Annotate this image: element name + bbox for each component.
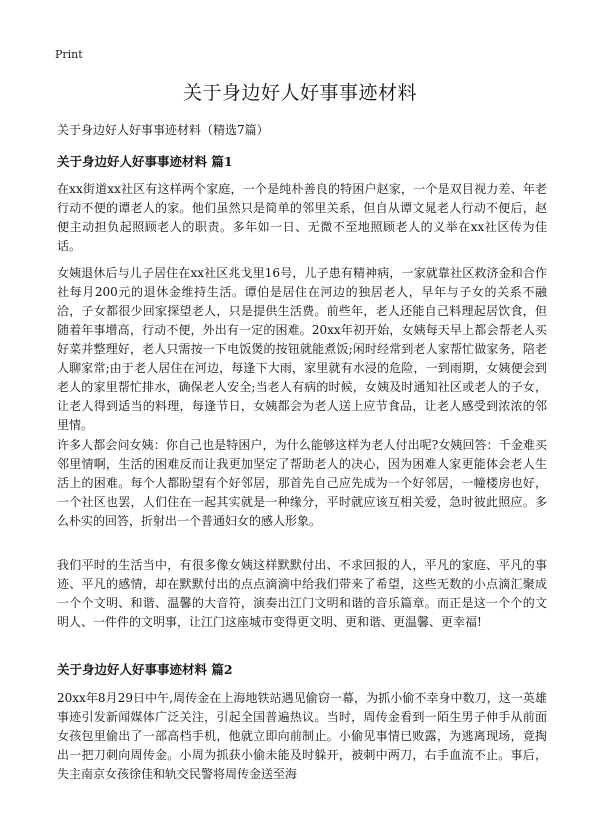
section-1-paragraph-1: 在xx街道xx社区有这样两个家庭，一个是纯朴善良的特困户赵家，一个是双目视力差、年老行动不便的谭老人的家。他们虽然只是简单的邻里关系，但自从谭文晁老人行动不便后，赵便主动担负起照顾老人的职责。多年如一日、无微不至地照顾老人的义举在xx社区传为佳话。 — [57, 182, 547, 253]
section-heading-1: 关于身边好人好事事迹材料 篇1 — [57, 154, 233, 169]
section-1-paragraph-2: 女姨退休后与儿子居住在xx社区兆戈里16号，儿子患有精神病，一家就靠社区救济金和合作社每月200元的退休金维持生活。谭伯是居住在河边的独居老人，早年与子女的关系不融洽，子女都很少回家探望老人，只是提供生活费。前些年，老人还能自己料理起居饮食，但随着年事增高，行动不便，外出有一定的困难。20xx年初开始，女姨每天早上都会帮老人买好菜并整理好，老人只需按一下电饭煲的按钮就能煮饭;闲时经常到老人家帮忙做家务，陪老人聊家常;由于老人居住在河边，每逢下大雨，家里就有水浸的危险，一到雨期，女姨便会到老人的家里帮忙排水，确保老人安全;当老人有病的时候，女姨及时通知社区或老人的子女，让老人得到适当的料理，每逢节日，女姨都会为老人送上应节食品，让老人感受到浓浓的邻里情。 — [57, 266, 547, 432]
section-1-paragraph-4: 我们平时的生活当中，有很多像女姨这样默默付出、不求回报的人，平凡的家庭、平凡的事迹、平凡的感情，却在默默付出的点点滴滴中给我们带来了希望，这些无数的小点滴汇聚成一个个文明、和谐、温馨的大音符，演奏出江门文明和谐的音乐篇章。而正是这一个个的文明人、一件件的文明事，让江门这座城市变得更文明、更和谐、更温馨、更幸福! — [57, 558, 547, 629]
section-2-paragraph-1: 20xx年8月29日中午,周传金在上海地铁站遇见偷窃一幕，为抓小偷不幸身中数刀，这一英雄事迹引发新闻媒体广泛关注，引起全国普遍热议。当时，周传金看到一陌生男子伸手从前面女孩包里偷出了一部高档手机，他就立即向前制止。小偷见事情已败露，为逃离现场，竟掏出一把刀刺向周传金。小周为抓获小偷未能及时躲开，被刺中两刀，右手血流不止。事后，失主南京女孩徐佳和轨交民警将周传金送至海 — [57, 691, 547, 781]
section-1-paragraph-3: 许多人都会问女姨：你自己也是特困户，为什么能够这样为老人付出呢?女姨回答：千金难买邻里情啊，生活的困难反而让我更加坚定了帮助老人的决心，因为困难人家更能体会老人生活上的困难。每个人都盼望有个好邻居，那首先自己应先成为一个好邻居，一幢楼房也好，一个社区也罢，人们住在一起其实就是一种缘分，平时就应该互相关爱，急时彼此照应。多么朴实的回答，折射出一个普通妇女的感人形象。 — [57, 438, 547, 528]
document-subtitle: 关于身边好人好事事迹材料（精选7篇） — [57, 123, 269, 137]
print-link[interactable]: Print — [55, 48, 83, 61]
document-title: 关于身边好人好事事迹材料 — [182, 82, 417, 104]
section-heading-2: 关于身边好人好事事迹材料 篇2 — [57, 662, 233, 677]
